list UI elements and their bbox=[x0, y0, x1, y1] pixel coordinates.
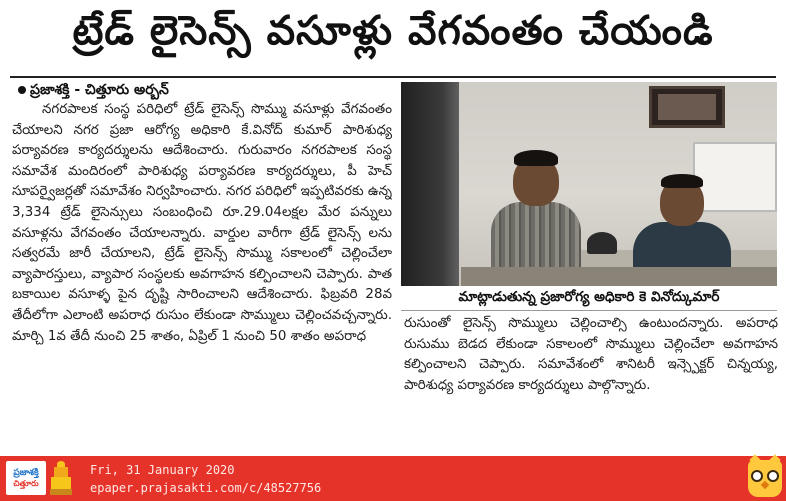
owl-mascot-icon bbox=[748, 460, 782, 497]
caption-rule bbox=[401, 310, 777, 311]
microphone-icon bbox=[587, 232, 617, 254]
footer-bar bbox=[0, 456, 786, 501]
photo-person-speaking bbox=[491, 150, 581, 286]
photo-desk bbox=[461, 267, 777, 286]
dateline bbox=[18, 82, 169, 101]
headline-rule bbox=[10, 76, 776, 78]
article-body-right bbox=[404, 314, 778, 434]
body-left-text: నగరపాలక సంస్థ పరిధిలో ట్రేడ్ లైసెన్స్ సొమ్ము వసూళ్లు వేగవంతం చేయాలని నగర ప్రజా ఆరోగ్య అధికారి కే.వినోద్ కుమార్ పారిశుధ్య పర్యావరణ కార్యదర్శులను ఆదేశించారు. గురువారం నగరపాలక సంస్థ సమావేశ మందిరంలో పారిశుధ్య పర్యావరణ కార్యదర్శులు, పీ హెచ్ సూపర్వైజర్లతో సమావేశం నిర్వహించారు. నగర పరిధిలో ఇప్పటివరకు ఉన్న 3,334 ట్రేడ్ లైసెన్సులు సంబంధించి రూ.29.04లక్షల మేర పన్నులు వసూళ్లను వేగవంతం చేయాలన్నారు. వార్డుల వారీగా ట్రేడ్ లైసెన్స్ లను సత్వరమే జారీ చేయాలని, ట్రేడ్ లైసెన్స్ సొమ్ము సకాలంలో చెల్లించేలా వ్యాపారస్తులు, వ్యాపార సంస్థలకు అవగాహన కల్పించాలని చెప్పారు. పాత బకాయిల వసూళ్ళ పైన దృష్టి సారించాలని ఆదేశించారు. ఫిబ్రవరి 28వ తేదీలోగా ఎలాంటి అపరాధ రుసుం లేకుండా సొమ్ములు చెల్లించవచ్చన్నారు. మార్చి 1వ తేదీ నుంచి 25 శాతం, ఏప్రిల్ 1 నుంచి 50 శాతం అపరాధ bbox=[12, 102, 392, 344]
bullet-icon bbox=[18, 86, 26, 94]
photo-frame bbox=[649, 86, 725, 128]
body-right-text: రుసుంతో లైసెన్స్ సొమ్ములు చెల్లించాల్సి ఉంటుందన్నారు. అపరాధ రుసుము బెడద లేకుండా సకాలంలో సొమ్ములు చెల్లించేలా అవగాహన కల్పించాలని చెప్పారు. సమావేశంలో శానిటరీ ఇన్స్పెక్టర్ చిన్నయ్య, పారిశుధ్య పర్యావరణ కార్యదర్శులు పాల్గొన్నారు. bbox=[404, 316, 778, 393]
prajasakti-logo-icon[interactable] bbox=[6, 461, 46, 495]
epaper-url[interactable]: epaper.prajasakti.com/c/48527756 bbox=[90, 481, 322, 495]
logo-line2: చిత్తూరు bbox=[13, 478, 39, 488]
photo-caption: మాట్లాడుతున్న ప్రజారోగ్య అధికారి కె వినోద్కుమార్ bbox=[458, 288, 720, 305]
article-body-left bbox=[12, 100, 392, 450]
photo-door bbox=[401, 82, 459, 286]
news-photo bbox=[401, 82, 777, 286]
logo-line1: ప్రజాశక్తి bbox=[13, 467, 39, 478]
temple-icon bbox=[50, 461, 72, 495]
headline: ట్రేడ్ లైసెన్స్ వసూళ్లు వేగవంతం చేయండి bbox=[72, 8, 714, 54]
dateline-text: ప్రజాశక్తి - చిత్తూరు అర్బన్ bbox=[30, 82, 169, 98]
edition-date: Fri, 31 January 2020 bbox=[90, 463, 235, 477]
